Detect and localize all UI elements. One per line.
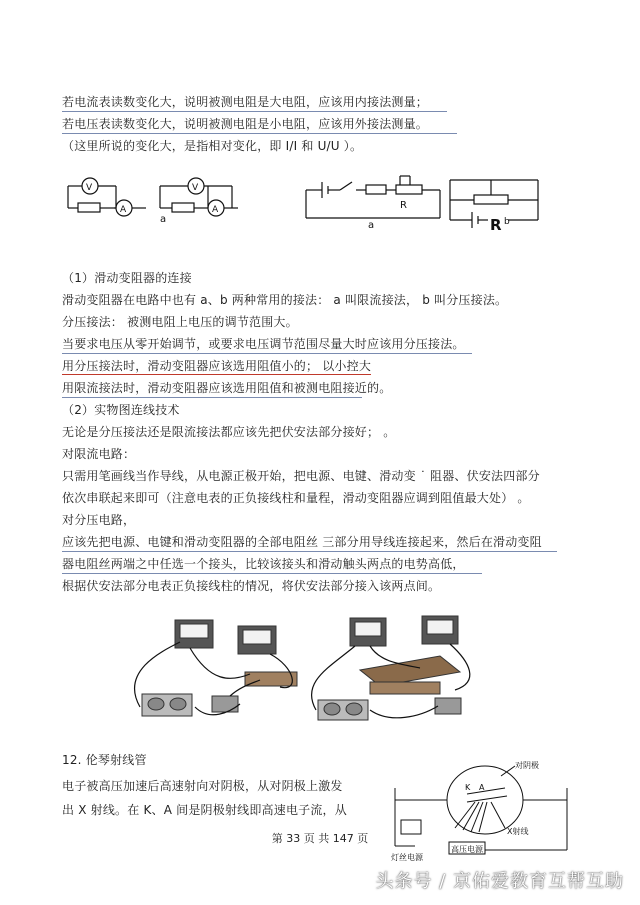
text-line: 电子被高压加速后高速射向对阴极，从对阴极上激发 bbox=[62, 779, 343, 793]
section-heading: （1）滑动变阻器的连接 bbox=[62, 271, 192, 285]
ammeter-label: A bbox=[120, 205, 127, 215]
text-line: （这里所说的变化大，是指相对变化，即 I/I 和 U/U ）。 bbox=[62, 139, 363, 153]
section-heading: （2）实物图连线技术 bbox=[62, 403, 180, 417]
diagram-b-label: b bbox=[504, 217, 510, 227]
text-line: 应该先把电源、电键和滑动变阻器的全部电阻丝 三部分用导线连接起来，然后在滑动变阻 bbox=[62, 534, 557, 552]
text-line: 用分压接法时，滑动变阻器应该选用阻值小的； 以小控大 bbox=[62, 359, 372, 373]
filament-supply-label: 灯丝电源 bbox=[391, 853, 423, 862]
text-line: 对分压电路， bbox=[62, 513, 136, 527]
section-heading: 12. 伦琴射线管 bbox=[62, 753, 147, 767]
text-line: 当要求电压从零开始调节，或要求电压调节范围尽量大时应该用分压接法。 bbox=[62, 336, 472, 354]
diagram-a-label: a bbox=[368, 220, 375, 231]
ammeter-label: A bbox=[212, 205, 219, 215]
high-voltage-label: 高压电源 bbox=[451, 845, 483, 854]
text-line: 根据伏安法部分电表正负接线柱的情况，将伏安法部分接入该两点间。 bbox=[62, 579, 441, 593]
text-line: 滑动变阻器在电路中也有 a、b 两种常用的接法： a 叫限流接法， b 叫分压接法。 bbox=[62, 293, 508, 307]
text-line: 无论是分压接法还是限流接法都应该先把伏安法部分接好； 。 bbox=[62, 425, 396, 439]
text-line: 依次串联起来即可（注意电表的正负接线柱和量程，滑动变阻器应调到阻值最大处） 。 bbox=[62, 491, 530, 505]
resistor-R-label: R bbox=[400, 200, 407, 211]
diagram-a-label: a bbox=[160, 214, 167, 225]
resistor-R-label: R bbox=[490, 216, 502, 234]
text-line: 分压接法： 被测电阻上电压的调节范围大。 bbox=[62, 315, 298, 329]
xray-tube-diagram bbox=[375, 758, 585, 868]
text-line: 若电压表读数变化大，说明被测电阻是小电阻，应该用外接法测量。 bbox=[62, 116, 457, 134]
text-line: 只需用笔画线当作导线，从电源正极开始，把电源、电键、滑动变 ˙ 阻器、伏安法四部分 bbox=[62, 469, 540, 483]
anode-A-label: A bbox=[479, 783, 485, 792]
xray-label: X射线 bbox=[507, 827, 529, 836]
circuit-diagrams-figure bbox=[60, 170, 560, 250]
text-line: 出 X 射线。在 K、A 间是阴极射线即高速电子流，从 bbox=[62, 803, 347, 817]
voltmeter-label: V bbox=[86, 183, 93, 193]
text-line: 器电阻丝两端之中任选一个接头，比较该接头和滑动触头两点的电势高低， bbox=[62, 556, 482, 574]
apparatus-divider-image bbox=[300, 612, 500, 727]
voltmeter-label: V bbox=[192, 183, 199, 193]
text-line: 用限流接法时，滑动变阻器应该选用阻值和被测电阻接近的。 bbox=[62, 380, 362, 398]
page-footer: 第 33 页 共 147 页 bbox=[271, 832, 369, 845]
text-line: 对限流电路： bbox=[62, 447, 136, 461]
apparatus-limiting-image bbox=[120, 612, 310, 727]
anticathode-label: 对阴极 bbox=[515, 761, 539, 770]
watermark: 头条号 / 京佑爱教育互帮互助 bbox=[375, 871, 624, 892]
text-line: 若电流表读数变化大，说明被测电阻是大电阻，应该用内接法测量； bbox=[62, 94, 447, 112]
cathode-K-label: K bbox=[465, 783, 471, 792]
